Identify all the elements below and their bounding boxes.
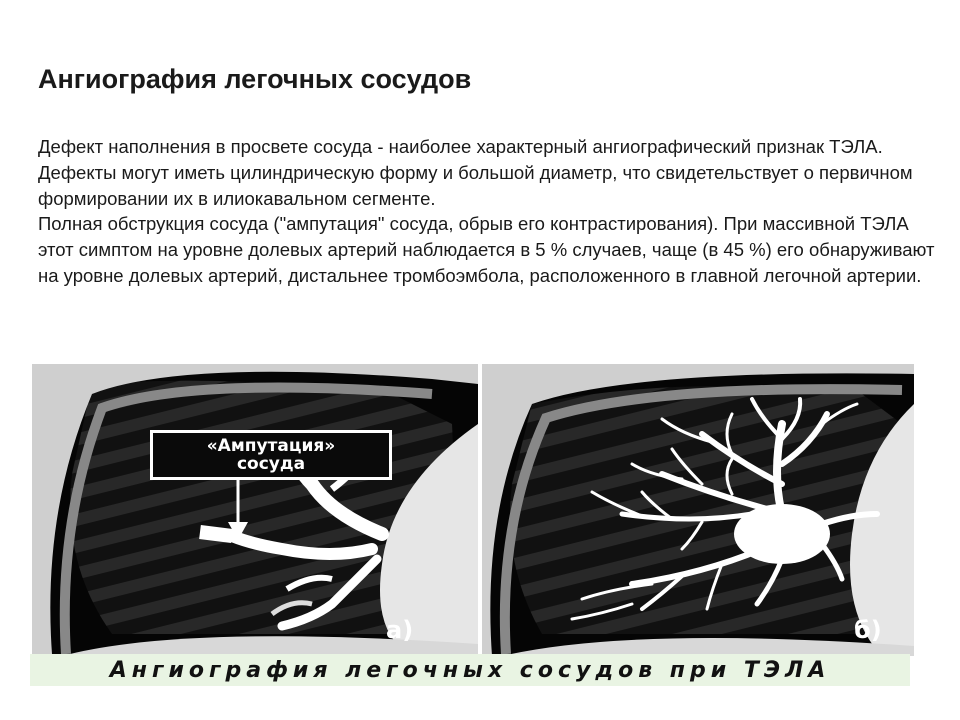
panel-b-letter: б) xyxy=(854,616,882,644)
figure-caption-band xyxy=(30,654,910,686)
slide-title: Ангиография легочных сосудов xyxy=(38,64,472,94)
angiogram-image-a xyxy=(32,364,478,656)
body-text xyxy=(38,134,938,289)
angiogram-panel-b xyxy=(482,364,914,656)
angiography-figure xyxy=(30,364,910,686)
angiogram-panel-a xyxy=(32,364,478,656)
figure-caption: Ангиография легочных сосудов при ТЭЛА xyxy=(109,657,831,683)
angiogram-image-b xyxy=(482,364,914,656)
paragraph-obstruction: Полная обструкция сосуда ("ампутация" сосуда, обрыв его контрастирования). При массивной ТЭЛА этот симптом на уровне долевых артерий наблюдается в 5 % случаев, чаще (в 45 %) его обнаруживают на уровне долевых артерий, дистальнее тромбоэмбола, расположенного в главной легочной артерии. xyxy=(38,213,935,286)
amputation-label-line2: сосуда xyxy=(236,454,306,474)
amputation-label-line1: «Ампутация» xyxy=(206,436,336,456)
panel-a-letter: а) xyxy=(386,616,414,644)
paragraph-filling-defect: Дефект наполнения в просвете сосуда - наиболее характерный ангиографический признак ТЭЛА. Дефекты могут иметь цилиндрическую форму и большой диаметр, что свидетельствует о первичном формировании их в илиокавальном сегменте. xyxy=(38,136,913,209)
amputation-label xyxy=(150,430,392,480)
